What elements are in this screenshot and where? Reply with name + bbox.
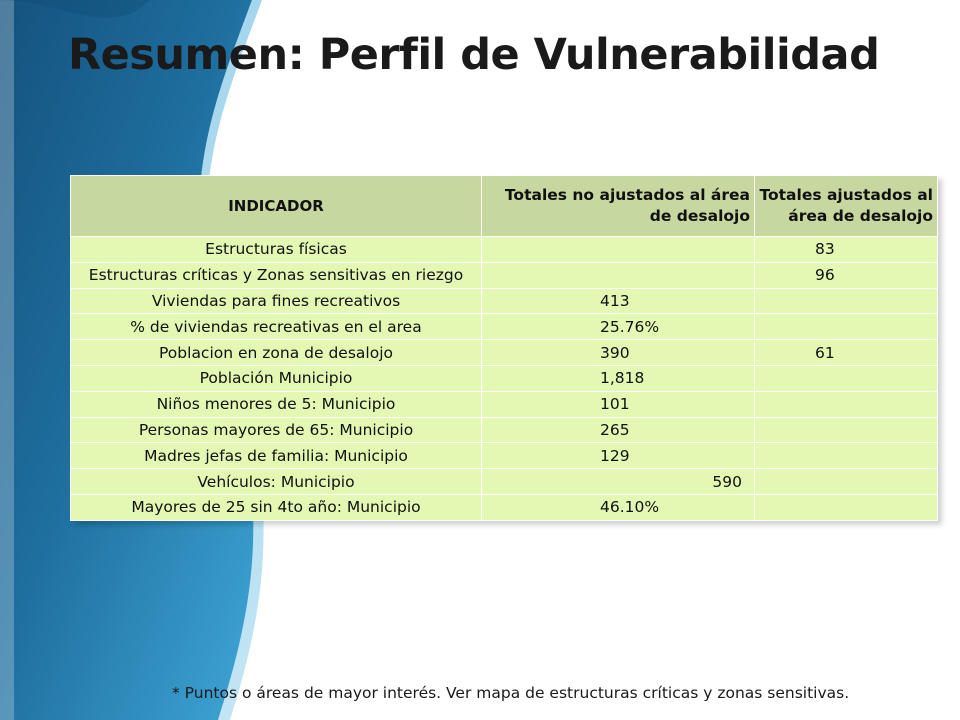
indicator-cell: Población Municipio xyxy=(71,365,482,391)
indicator-cell: Poblacion en zona de desalojo xyxy=(71,340,482,366)
table-row xyxy=(71,365,938,391)
indicator-cell: Personas mayores de 65: Municipio xyxy=(71,417,482,443)
unadjusted-value-cell: 46.10% xyxy=(482,494,755,520)
table-header-row xyxy=(71,176,938,237)
column-header-indicator: INDICADOR xyxy=(71,176,482,237)
adjusted-value-cell: 61 xyxy=(755,340,938,366)
adjusted-value-cell xyxy=(755,417,938,443)
table-row xyxy=(71,469,938,495)
adjusted-value-cell xyxy=(755,494,938,520)
indicator-cell: Niños menores de 5: Municipio xyxy=(71,391,482,417)
indicator-cell: Estructuras críticas y Zonas sensitivas en riezgo xyxy=(71,262,482,288)
unadjusted-value-cell: 129 xyxy=(482,443,755,469)
adjusted-value-cell: 96 xyxy=(755,262,938,288)
unadjusted-value-cell: 1,818 xyxy=(482,365,755,391)
indicator-cell: Viviendas para fines recreativos xyxy=(71,288,482,314)
table-row xyxy=(71,417,938,443)
unadjusted-value-cell: 265 xyxy=(482,417,755,443)
adjusted-value-cell xyxy=(755,365,938,391)
unadjusted-value-cell: 413 xyxy=(482,288,755,314)
adjusted-value-cell xyxy=(755,391,938,417)
indicator-cell: Madres jefas de familia: Municipio xyxy=(71,443,482,469)
table-row xyxy=(71,314,938,340)
adjusted-value-cell xyxy=(755,314,938,340)
adjusted-value-cell xyxy=(755,469,938,495)
table-row xyxy=(71,391,938,417)
footnote: * Puntos o áreas de mayor interés. Ver mapa de estructuras críticas y zonas sensitivas. xyxy=(172,684,850,702)
adjusted-value-cell xyxy=(755,443,938,469)
table-row xyxy=(71,288,938,314)
unadjusted-value-cell: 101 xyxy=(482,391,755,417)
indicator-cell: Vehículos: Municipio xyxy=(71,469,482,495)
table-row xyxy=(71,494,938,520)
unadjusted-value-cell: 590 xyxy=(482,469,755,495)
table-row xyxy=(71,340,938,366)
unadjusted-value-cell xyxy=(482,262,755,288)
unadjusted-value-cell: 25.76% xyxy=(482,314,755,340)
adjusted-value-cell xyxy=(755,288,938,314)
indicator-cell: Mayores de 25 sin 4to año: Municipio xyxy=(71,494,482,520)
column-header-unadjusted: Totales no ajustados al área de desalojo xyxy=(482,176,755,237)
table-row xyxy=(71,262,938,288)
unadjusted-value-cell xyxy=(482,237,755,263)
page-title: Resumen: Perfil de Vulnerabilidad xyxy=(68,30,880,80)
unadjusted-value-cell: 390 xyxy=(482,340,755,366)
indicator-cell: % de viviendas recreativas en el area xyxy=(71,314,482,340)
indicator-cell: Estructuras físicas xyxy=(71,237,482,263)
table-row xyxy=(71,443,938,469)
adjusted-value-cell: 83 xyxy=(755,237,938,263)
table-row xyxy=(71,237,938,263)
column-header-adjusted: Totales ajustados al área de desalojo xyxy=(755,176,938,237)
vulnerability-summary-table xyxy=(70,175,938,521)
